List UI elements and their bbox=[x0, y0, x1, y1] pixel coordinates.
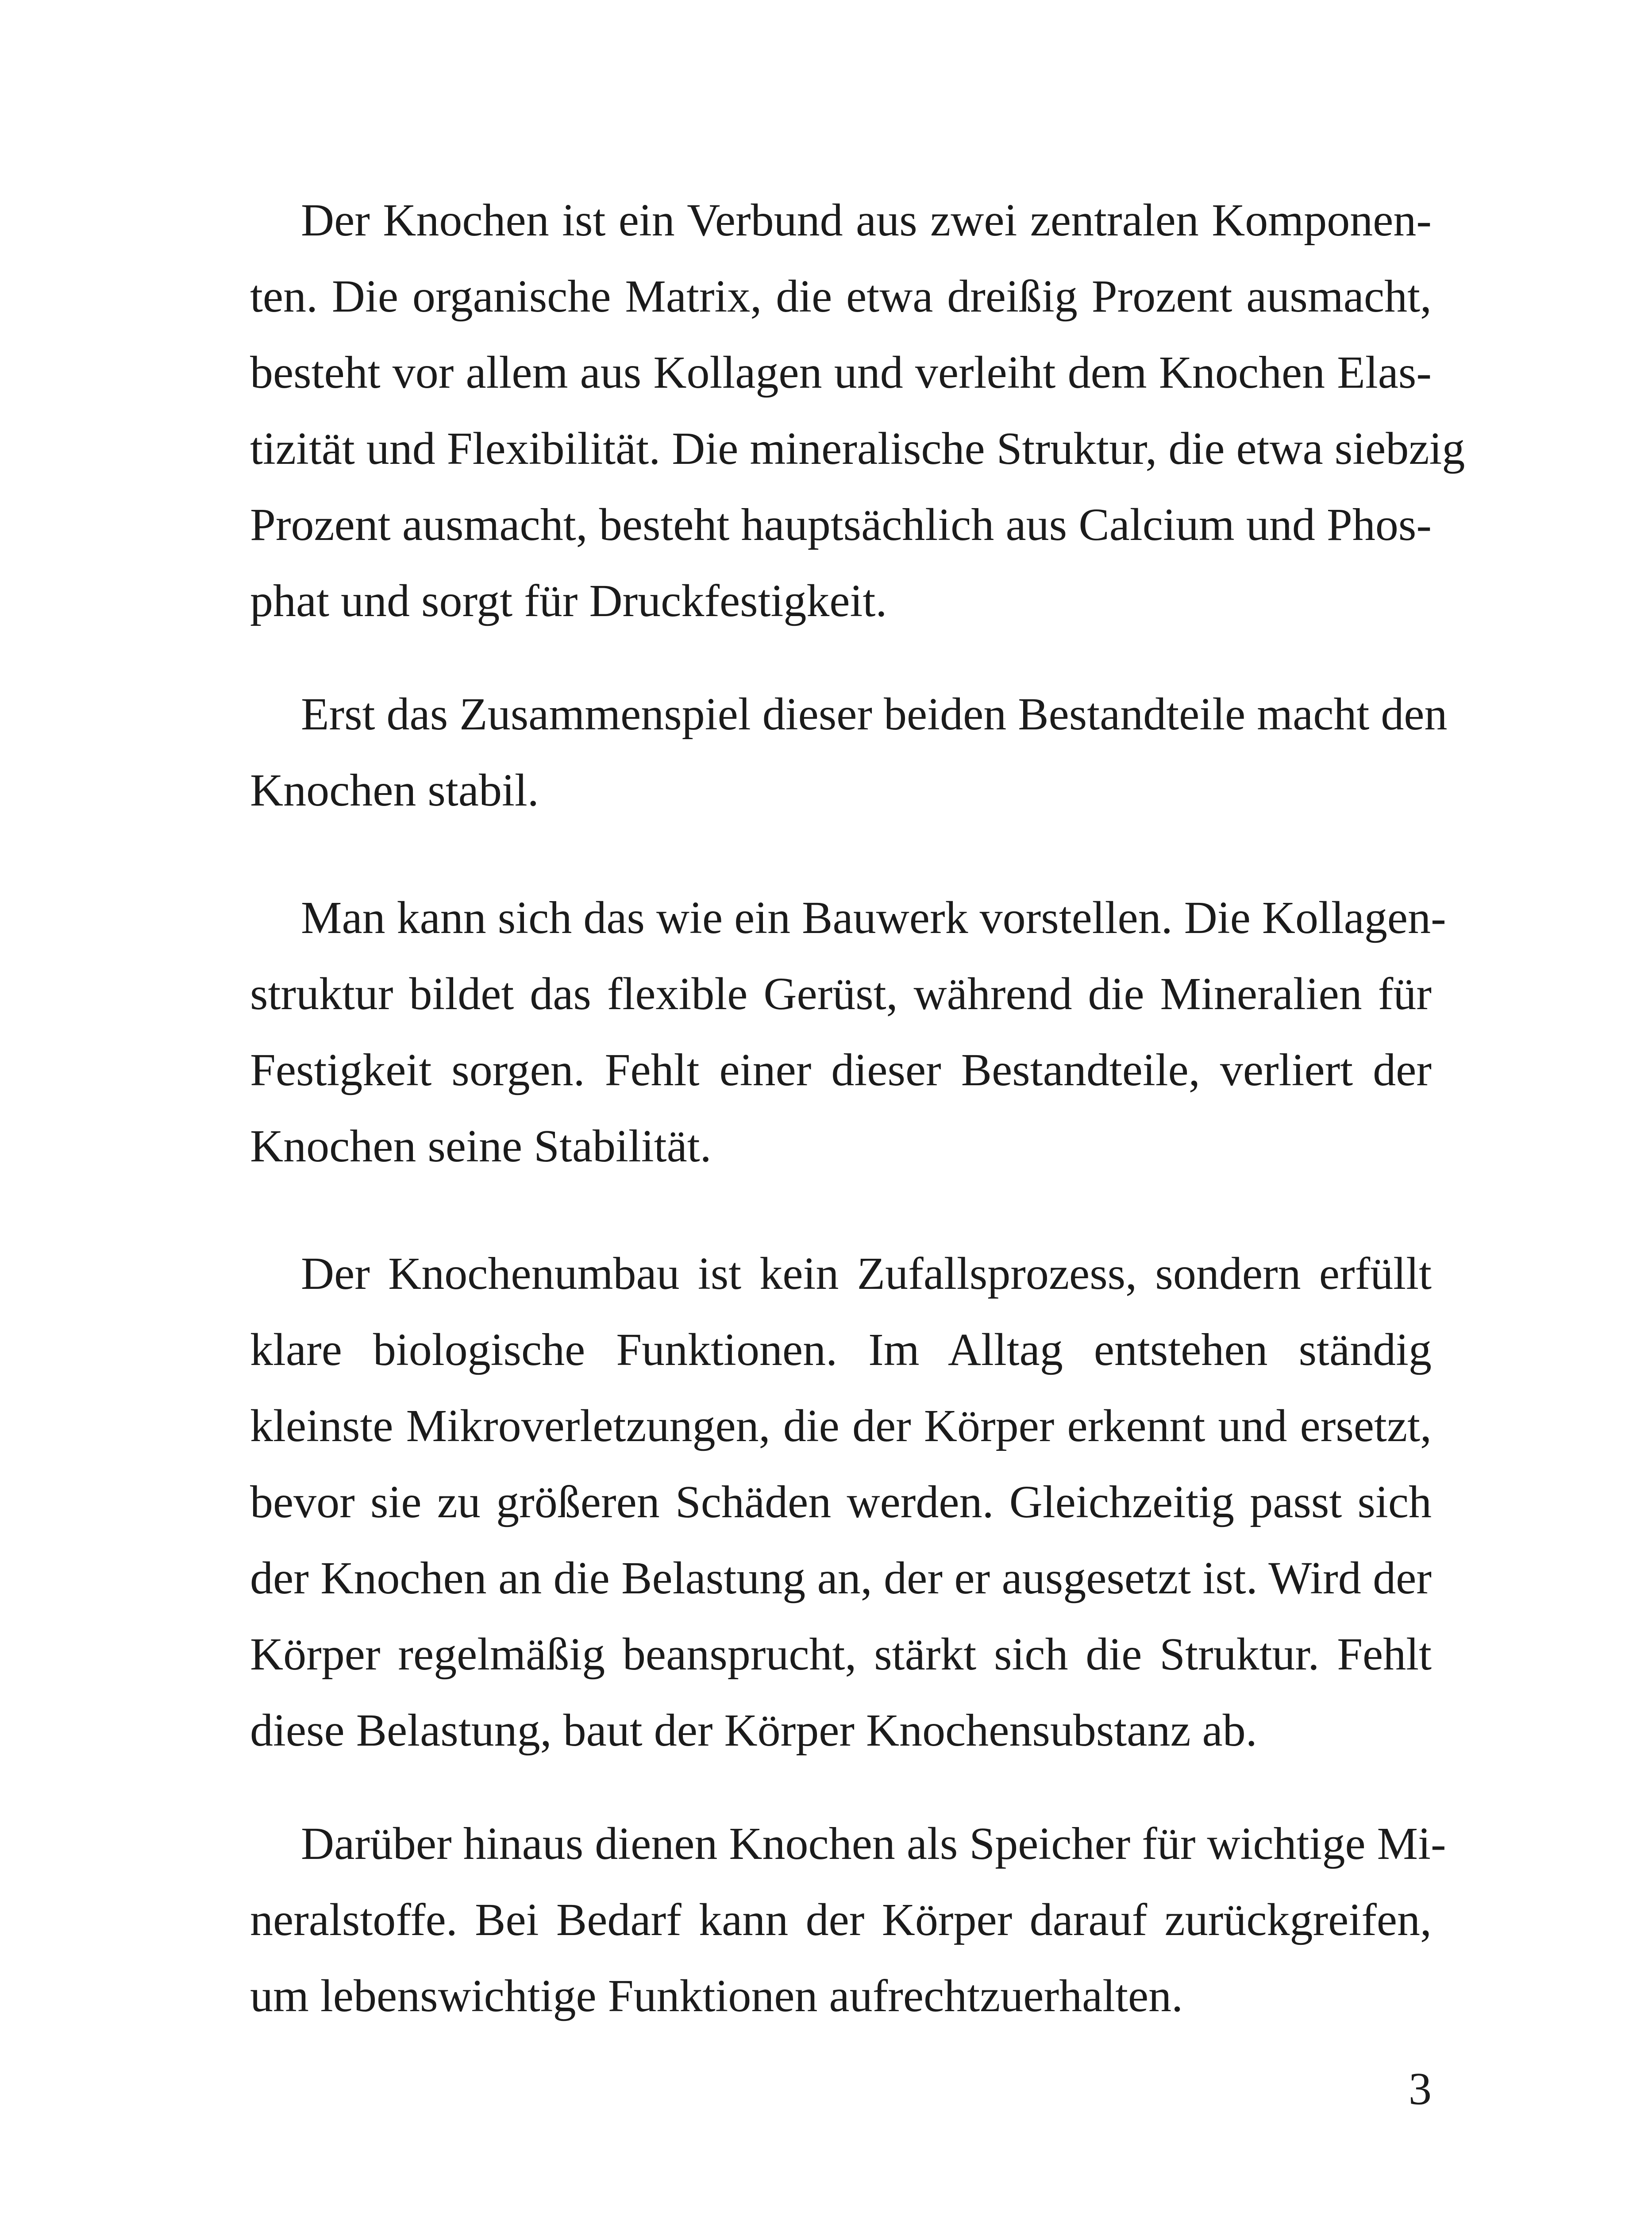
paragraph-line: um lebenswichtige Funktionen aufrechtzuerhalten. bbox=[250, 1970, 1183, 2021]
paragraph-line: Prozent ausmacht, besteht hauptsächlich aus Calcium und Phos- bbox=[250, 499, 1432, 550]
paragraph-line: Darüber hinaus dienen Knochen als Speicher für wichtige Mi- bbox=[301, 1818, 1446, 1869]
paragraph-line: besteht vor allem aus Kollagen und verleiht dem Knochen Elas- bbox=[250, 347, 1432, 398]
paragraph-3 bbox=[250, 880, 1446, 1184]
paragraph-line: phat und sorgt für Druckfestigkeit. bbox=[250, 575, 887, 626]
paragraph-line: kleinste Mikroverletzungen, die der Körper erkennt und ersetzt, bbox=[250, 1400, 1432, 1451]
paragraph-line: tizität und Flexibilität. Die mineralische Struktur, die etwa siebzig bbox=[250, 423, 1465, 474]
paragraph-line: Man kann sich das wie ein Bauwerk vorstellen. Die Kollagen- bbox=[301, 892, 1446, 943]
paragraph-line: Knochen seine Stabilität. bbox=[250, 1121, 712, 1172]
paragraph-line: klare biologische Funktionen. Im Alltag entstehen ständig bbox=[250, 1324, 1432, 1375]
paragraph-line: Erst das Zusammenspiel dieser beiden Bestandteile macht den bbox=[301, 689, 1448, 740]
paragraph-line: Festigkeit sorgen. Fehlt einer dieser Bestandteile, verliert der bbox=[250, 1045, 1432, 1095]
page-number: 3 bbox=[1409, 2063, 1432, 2114]
paragraph-line: Körper regelmäßig beansprucht, stärkt sich die Struktur. Fehlt bbox=[250, 1629, 1432, 1680]
paragraph-line: Knochen stabil. bbox=[250, 765, 539, 816]
paragraph-line: ten. Die organische Matrix, die etwa dreißig Prozent ausmacht, bbox=[250, 271, 1432, 322]
paragraph-line: diese Belastung, baut der Körper Knochensubstanz ab. bbox=[250, 1705, 1257, 1756]
paragraph-line: Der Knochen ist ein Verbund aus zwei zentralen Komponen- bbox=[301, 195, 1432, 246]
paragraph-line: der Knochen an die Belastung an, der er ausgesetzt ist. Wird der bbox=[250, 1553, 1432, 1604]
paragraph-1 bbox=[250, 182, 1465, 639]
paragraph-line: neralstoffe. Bei Bedarf kann der Körper darauf zurückgreifen, bbox=[250, 1894, 1432, 1945]
paragraph-line: Der Knochenumbau ist kein Zufallsprozess, sondern erfüllt bbox=[301, 1248, 1432, 1299]
paragraph-5 bbox=[250, 1806, 1446, 2034]
paragraph-2 bbox=[250, 676, 1448, 829]
paragraph-line: bevor sie zu größeren Schäden werden. Gleichzeitig passt sich bbox=[250, 1477, 1432, 1527]
paragraph-4 bbox=[250, 1236, 1432, 1769]
paragraph-line: struktur bildet das flexible Gerüst, während die Mineralien für bbox=[250, 968, 1432, 1019]
